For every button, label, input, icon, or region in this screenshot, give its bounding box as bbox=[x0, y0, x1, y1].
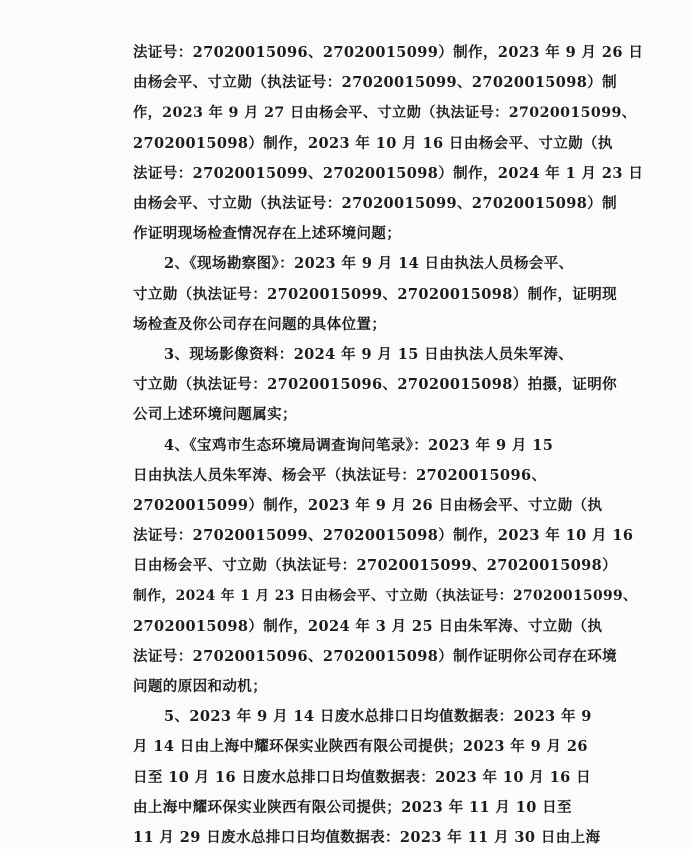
text-line: 月 14 日由上海中耀环保实业陕西有限公司提供；2023 年 9 月 26 bbox=[133, 738, 588, 755]
text-line: 场检查及你公司存在问题的具体位置； bbox=[133, 316, 387, 333]
text-line: 由杨会平、寸立勋（执法证号：27020015099、27020015098）制 bbox=[133, 195, 618, 212]
text-line: 由杨会平、寸立勋（执法证号：27020015099、27020015098）制 bbox=[133, 74, 618, 91]
text-line: 27020015098）制作，2023 年 10 月 16 日由杨会平、寸立勋（执 bbox=[133, 135, 613, 152]
text-line: 日由杨会平、寸立勋（执法证号：27020015099、27020015098） bbox=[133, 557, 618, 574]
text-line: 日至 10 月 16 日废水总排口日均值数据表：2023 年 10 月 16 日 bbox=[133, 769, 592, 786]
text-line: 作，2023 年 9 月 27 日由杨会平、寸立勋（执法证号：27020015099、 bbox=[133, 105, 637, 121]
text-line: 寸立勋（执法证号：27020015096、27020015098）拍摄，证明你 bbox=[133, 376, 618, 393]
text-line: 作证明现场检查情况存在上述环境问题； bbox=[133, 225, 402, 242]
text-line: 27020015099）制作，2023 年 9 月 26 日由杨会平、寸立勋（执 bbox=[133, 497, 603, 514]
text-line: 公司上述环境问题属实； bbox=[133, 406, 297, 423]
text-line: 11 月 29 日废水总排口日均值数据表：2023 年 11 月 30 日由上海 bbox=[133, 829, 601, 846]
text-line: 3、现场影像资料：2024 年 9 月 15 日由执法人员朱军涛、 bbox=[164, 346, 574, 363]
text-line: 寸立勋（执法证号：27020015099、27020015098）制作，证明现 bbox=[133, 286, 618, 303]
text-line: 法证号：27020015099、27020015098）制作，2024 年 1 月 23 日 bbox=[133, 165, 644, 182]
text-line: 制作，2024 年 1 月 23 日由杨会平、寸立勋（执法证号：27020015099、 bbox=[133, 588, 638, 604]
text-line: 2、《现场勘察图》：2023 年 9 月 14 日由执法人员杨会平、 bbox=[164, 255, 574, 272]
text-line: 27020015098）制作，2024 年 3 月 25 日由朱军涛、寸立勋（执 bbox=[133, 618, 603, 635]
text-line: 问题的原因和动机； bbox=[133, 678, 268, 695]
text-line: 5、2023 年 9 月 14 日废水总排口日均值数据表：2023 年 9 bbox=[164, 708, 592, 725]
text-line: 由上海中耀环保实业陕西有限公司提供；2023 年 11 月 10 日至 bbox=[133, 799, 572, 816]
text-line: 4、《宝鸡市生态环境局调查询问笔录》：2023 年 9 月 15 bbox=[164, 437, 554, 454]
text-line: 法证号：27020015099、27020015098）制作，2023 年 10 月 16 bbox=[133, 527, 634, 544]
text-line: 日由执法人员朱军涛、杨会平（执法证号：27020015096、 bbox=[133, 467, 547, 484]
text-line: 法证号：27020015096、27020015099）制作，2023 年 9 月 26 日 bbox=[133, 44, 644, 61]
text-line: 法证号：27020015096、27020015098）制作证明你公司存在环境 bbox=[133, 648, 618, 665]
